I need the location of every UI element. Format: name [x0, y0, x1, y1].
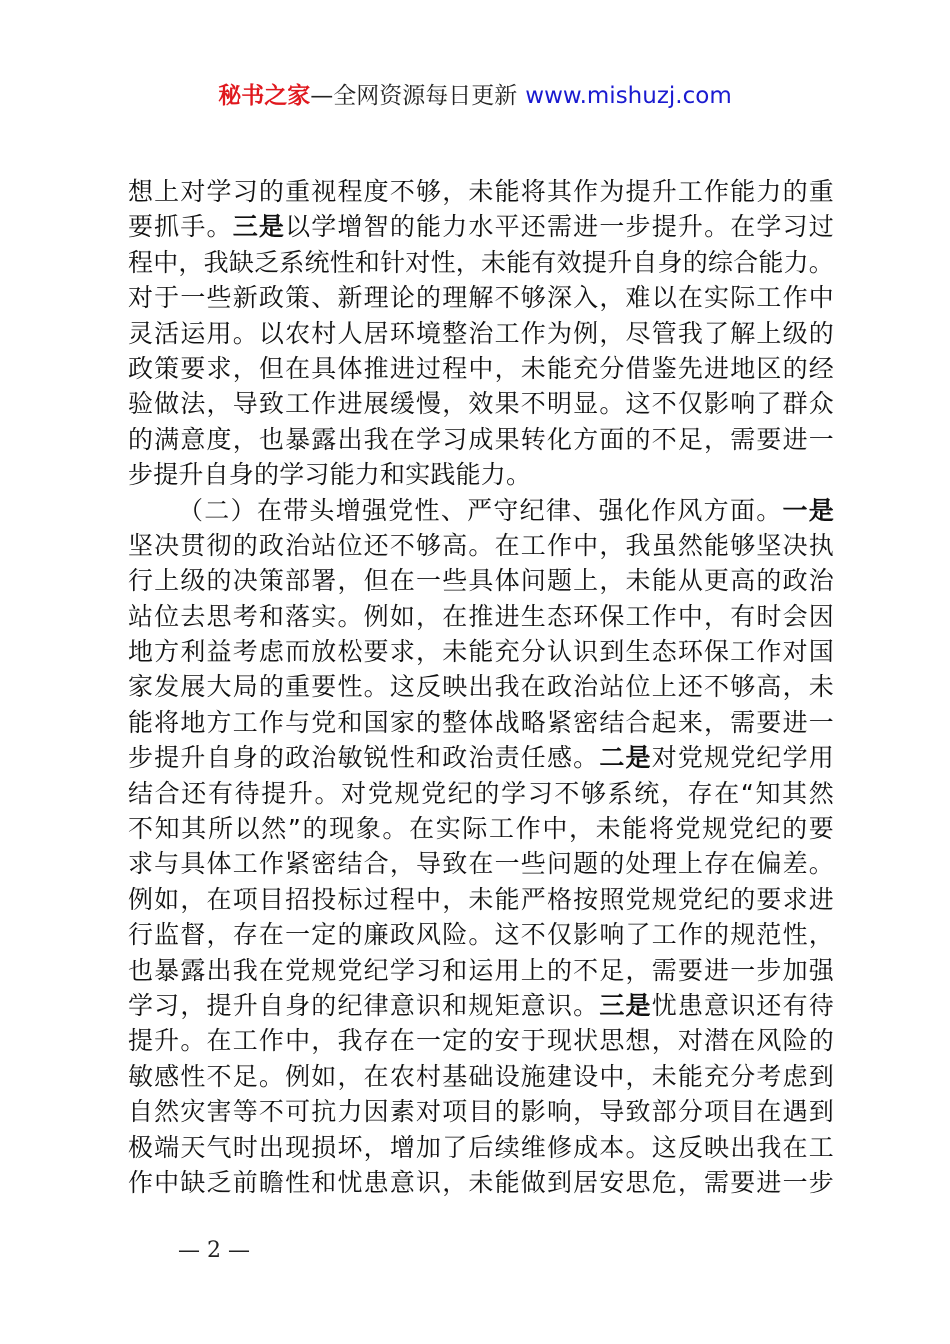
text-run: 站位去思考和落实。例如，在推进生态环保工作中，有时会因: [128, 601, 834, 631]
text-line: [128, 280, 834, 315]
text-run: 行监督，存在一定的廉政风险。这不仅影响了工作的规范性，: [128, 920, 834, 950]
bold-lead-phrase: 二是: [599, 743, 652, 773]
text-run: 家发展大局的重要性。这反映出我在政治站位上还不够高，未: [128, 672, 834, 702]
text-run: 想上对学习的重视程度不够，未能将其作为提升工作能力的重: [128, 177, 834, 206]
text-line: [128, 634, 834, 669]
bold-lead-phrase: 三是: [599, 990, 652, 1020]
text-run: 的满意度，也暴露出我在学习成果转化方面的不足，需要进一: [128, 424, 834, 454]
text-run: 坚决贯彻的政治站位还不够高。在工作中，我虽然能够坚决执: [128, 530, 834, 560]
text-run: 不知其所以然”的现象。在实际工作中，未能将党规党纪的要: [128, 814, 834, 844]
text-run: 灵活运用。以农村人居环境整治工作为例，尽管我了解上级的: [128, 318, 834, 348]
text-run: 步提升自身的学习能力和实践能力。: [128, 460, 532, 490]
text-run: 步提升自身的政治敏锐性和政治责任感。: [128, 743, 600, 773]
text-run: 对党规党纪学用: [651, 743, 834, 773]
text-line: [128, 528, 834, 563]
text-run: 学习，提升自身的纪律意识和规矩意识。: [128, 990, 600, 1020]
text-line: [128, 988, 834, 1023]
text-line: [128, 953, 834, 988]
text-line: [128, 705, 834, 740]
text-line: [128, 422, 834, 457]
text-run: 忧患意识还有待: [651, 990, 834, 1020]
text-run: 对于一些新政策、新理论的理解不够深入，难以在实际工作中: [128, 283, 834, 313]
text-line: [128, 1023, 834, 1058]
text-run: 自然灾害等不可抗力因素对项目的影响，导致部分项目在遇到: [128, 1097, 834, 1127]
text-run: 能将地方工作与党和国家的整体战略紧密结合起来，需要进一: [128, 707, 834, 737]
page-number: — 2 —: [178, 1238, 250, 1263]
text-run: 例如，在项目招投标过程中，未能严格按照党规党纪的要求进: [128, 884, 834, 914]
text-line: [128, 1130, 834, 1165]
text-line: [128, 917, 834, 952]
text-line: [128, 351, 834, 386]
text-run: 作中缺乏前瞻性和忧患意识，未能做到居安思危，需要进一步: [128, 1167, 834, 1197]
text-line: [128, 882, 834, 917]
text-line: [128, 740, 834, 775]
text-line: [128, 493, 834, 528]
text-line: [128, 174, 834, 209]
header-tagline: —全网资源每日更新: [310, 83, 518, 109]
brand-name: 秘书之家: [218, 83, 311, 109]
bold-lead-phrase: 一是: [782, 495, 834, 525]
text-run: 结合还有待提升。对党规党纪的学习不够系统，存在“知其然: [128, 778, 834, 808]
text-line: [128, 599, 834, 634]
text-run: 程中，我缺乏系统性和针对性，未能有效提升自身的综合能力。: [128, 247, 834, 277]
text-run: 极端天气时出现损坏，增加了后续维修成本。这反映出我在工: [128, 1132, 834, 1162]
text-line: [128, 846, 834, 881]
text-run: 验做法，导致工作进展缓慢，效果不明显。这不仅影响了群众: [128, 389, 834, 419]
text-run: 行上级的决策部署，但在一些具体问题上，未能从更高的政治: [128, 566, 834, 596]
text-line: [128, 776, 834, 811]
text-line: [128, 563, 834, 598]
text-line: [128, 1165, 834, 1200]
text-run: 也暴露出我在党规党纪学习和运用上的不足，需要进一步加强: [128, 955, 834, 985]
text-line: [128, 386, 834, 421]
text-run: 政策要求，但在具体推进过程中，未能充分借鉴先进地区的经: [128, 353, 834, 383]
text-run: 提升。在工作中，我存在一定的安于现状思想，对潜在风险的: [128, 1026, 834, 1056]
text-run: 求与具体工作紧密结合，导致在一些问题的处理上存在偏差。: [128, 849, 834, 879]
site-url-link[interactable]: www.mishuzj.com: [525, 83, 732, 109]
text-run: 地方利益考虑而放松要求，未能充分认识到生态环保工作对国: [128, 637, 834, 667]
text-line: [128, 457, 834, 492]
text-run: （二）在带头增强党性、严守纪律、强化作风方面。: [178, 495, 783, 525]
text-line: [128, 669, 834, 704]
site-header: [0, 80, 950, 112]
document-body: [128, 174, 834, 1200]
bold-lead-phrase: 三是: [232, 212, 286, 242]
text-run: 要抓手。: [128, 212, 233, 242]
text-run: 以学增智的能力水平还需进一步提升。在学习过: [285, 212, 834, 242]
text-line: [128, 316, 834, 351]
text-run: 敏感性不足。例如，在农村基础设施建设中，未能充分考虑到: [128, 1061, 834, 1091]
text-line: [128, 209, 834, 244]
text-line: [128, 1059, 834, 1094]
text-line: [128, 245, 834, 280]
text-line: [128, 1094, 834, 1129]
text-line: [128, 811, 834, 846]
